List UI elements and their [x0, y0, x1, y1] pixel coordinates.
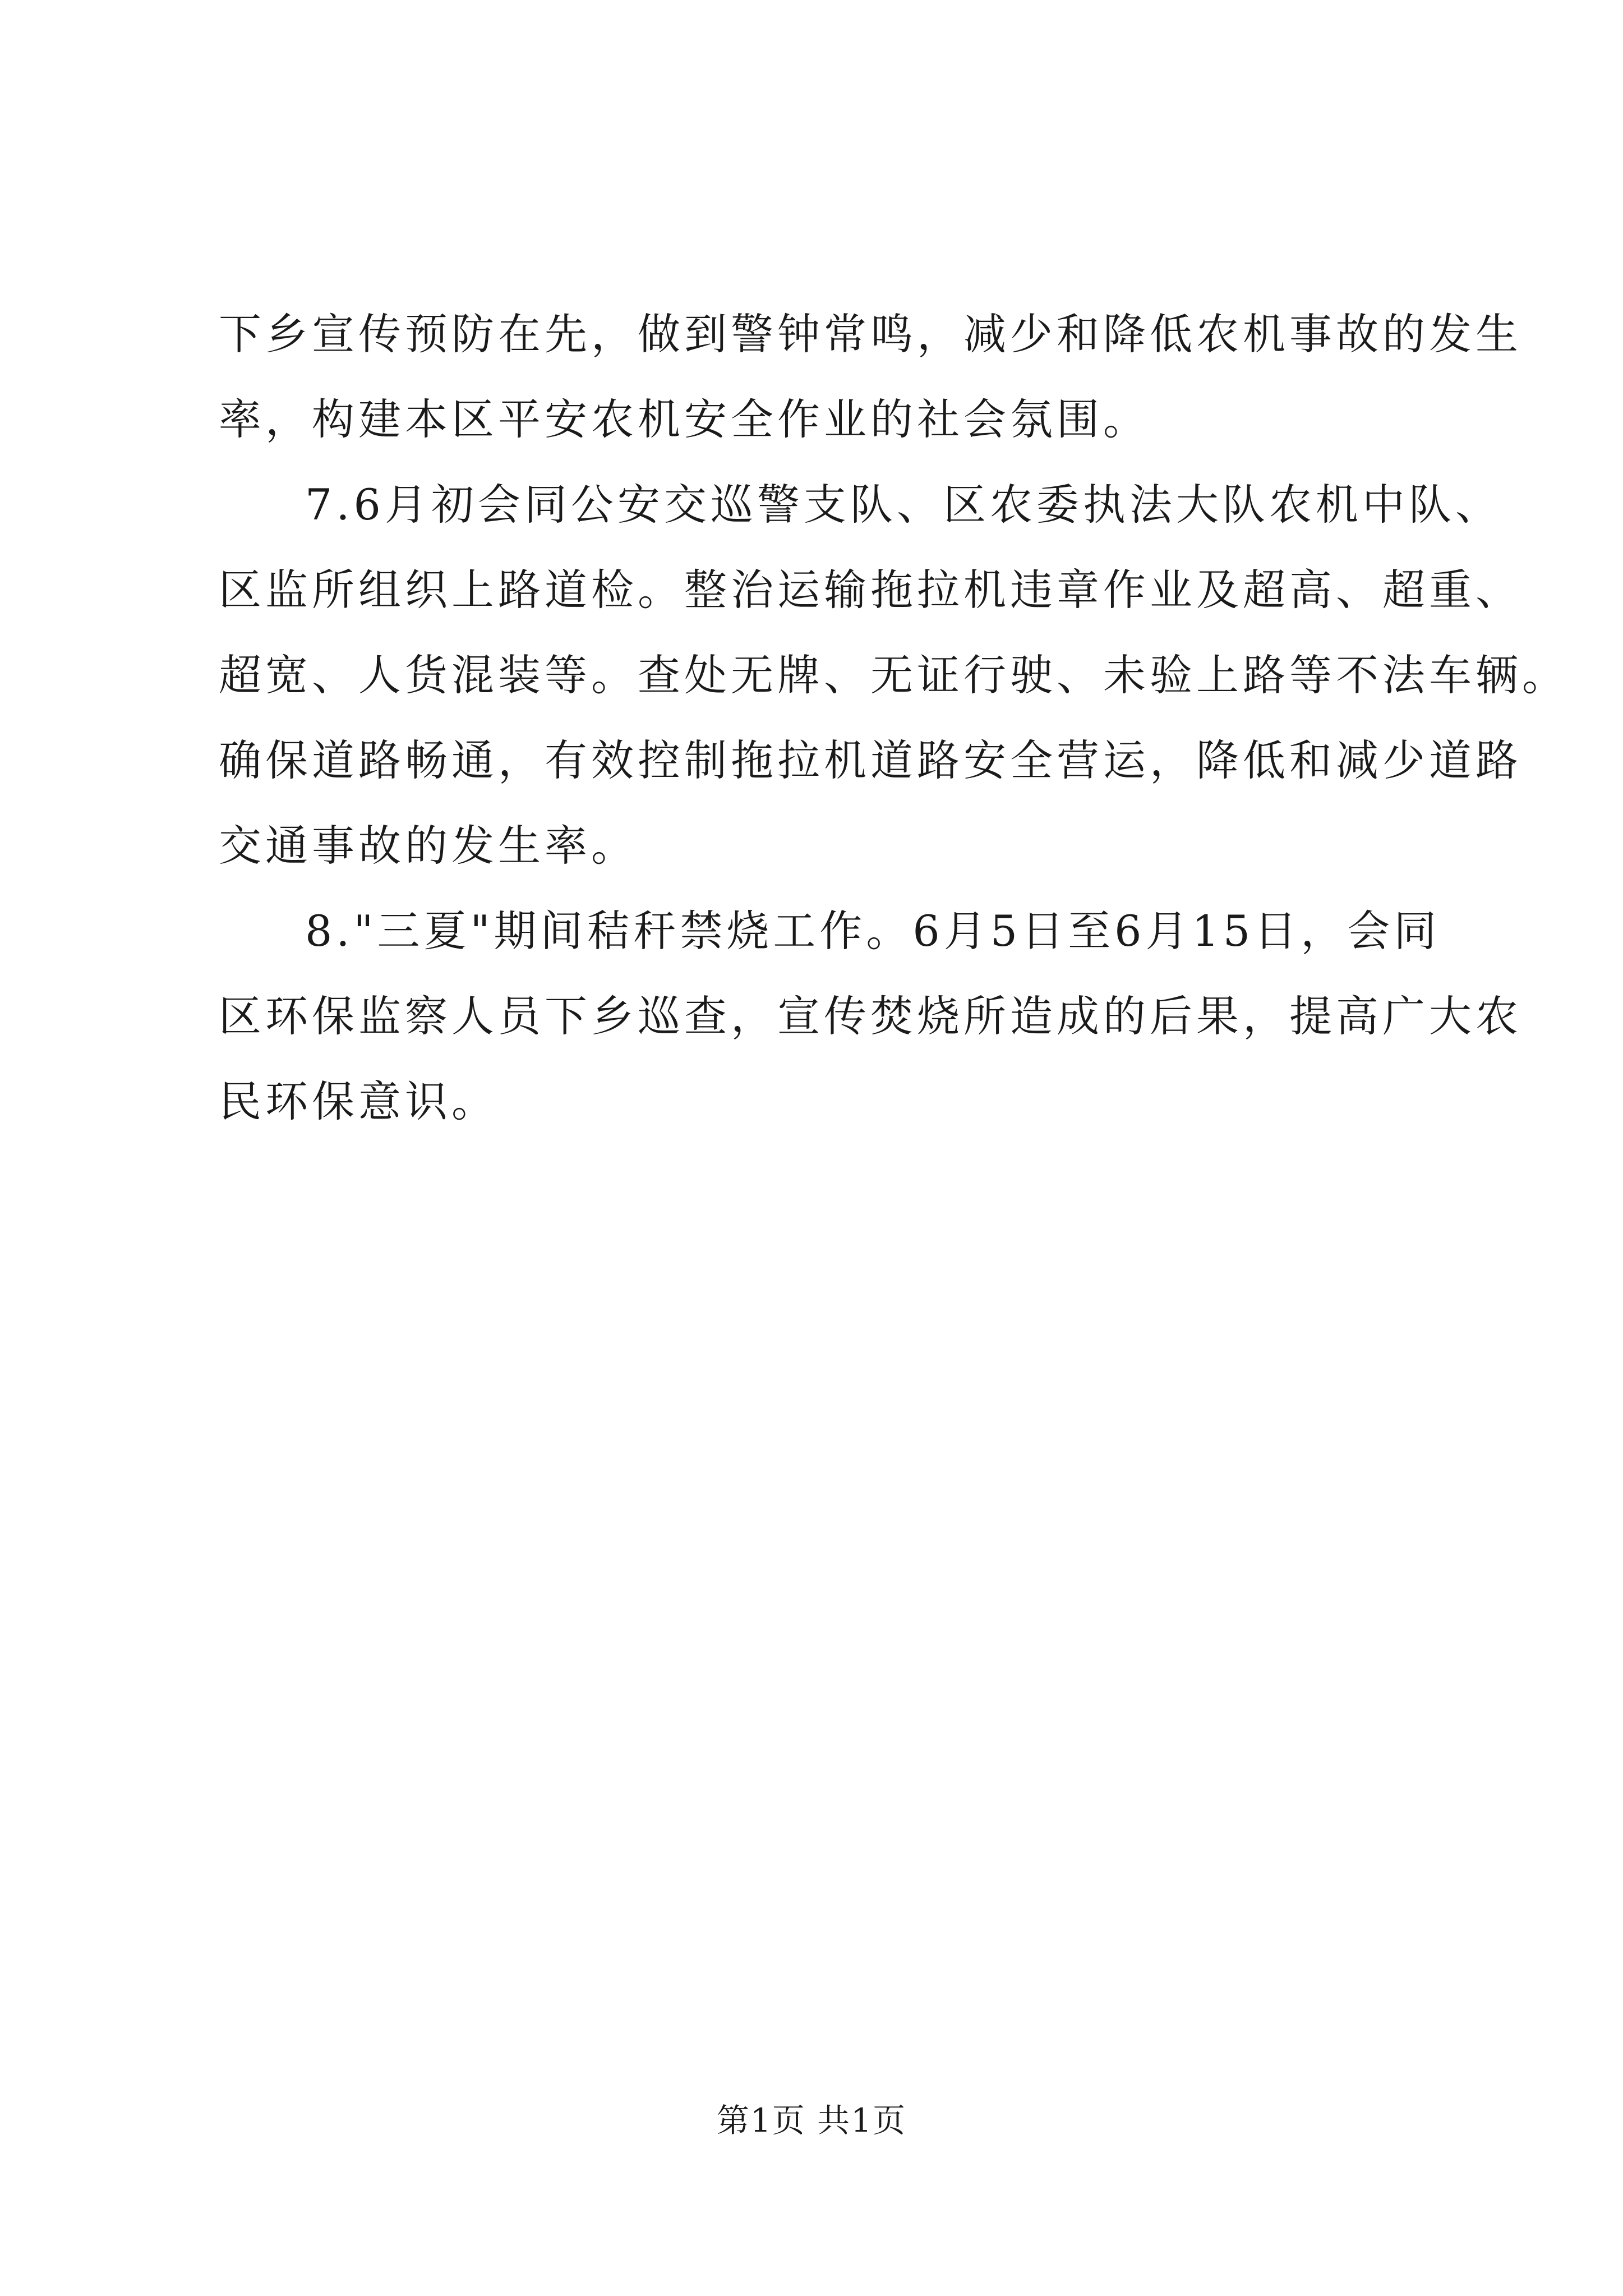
text-line: 区监所组织上路道检。整治运输拖拉机违章作业及超高、超重、 — [219, 565, 1522, 615]
text-line: 率，构建本区平安农机安全作业的社会氛围。 — [219, 394, 1150, 444]
page-number-label: 第1页 共1页 — [716, 2101, 907, 2139]
page-footer — [0, 2098, 1623, 2143]
text-line: 交通事故的发生率。 — [219, 821, 638, 871]
text-line: 区环保监察人员下乡巡查，宣传焚烧所造成的后果，提高广大农 — [219, 991, 1522, 1041]
text-line: 7.6月初会同公安交巡警支队、区农委执法大队农机中队、 — [305, 480, 1502, 530]
text-line: 确保道路畅通，有效控制拖拉机道路安全营运，降低和减少道路 — [219, 735, 1522, 785]
text-line: 下乡宣传预防在先，做到警钟常鸣，减少和降低农机事故的发生 — [219, 309, 1522, 359]
text-line: 8."三夏"期间秸秆禁烧工作。6月5日至6月15日，会同 — [305, 906, 1441, 956]
document-body — [219, 303, 1569, 1156]
paragraph-2 — [219, 473, 1569, 877]
paragraph-1 — [219, 303, 1522, 451]
text-line: 超宽、人货混装等。查处无牌、无证行驶、未验上路等不法车辆。 — [219, 650, 1569, 700]
text-line: 民环保意识。 — [219, 1076, 498, 1126]
paragraph-3 — [219, 900, 1522, 1133]
